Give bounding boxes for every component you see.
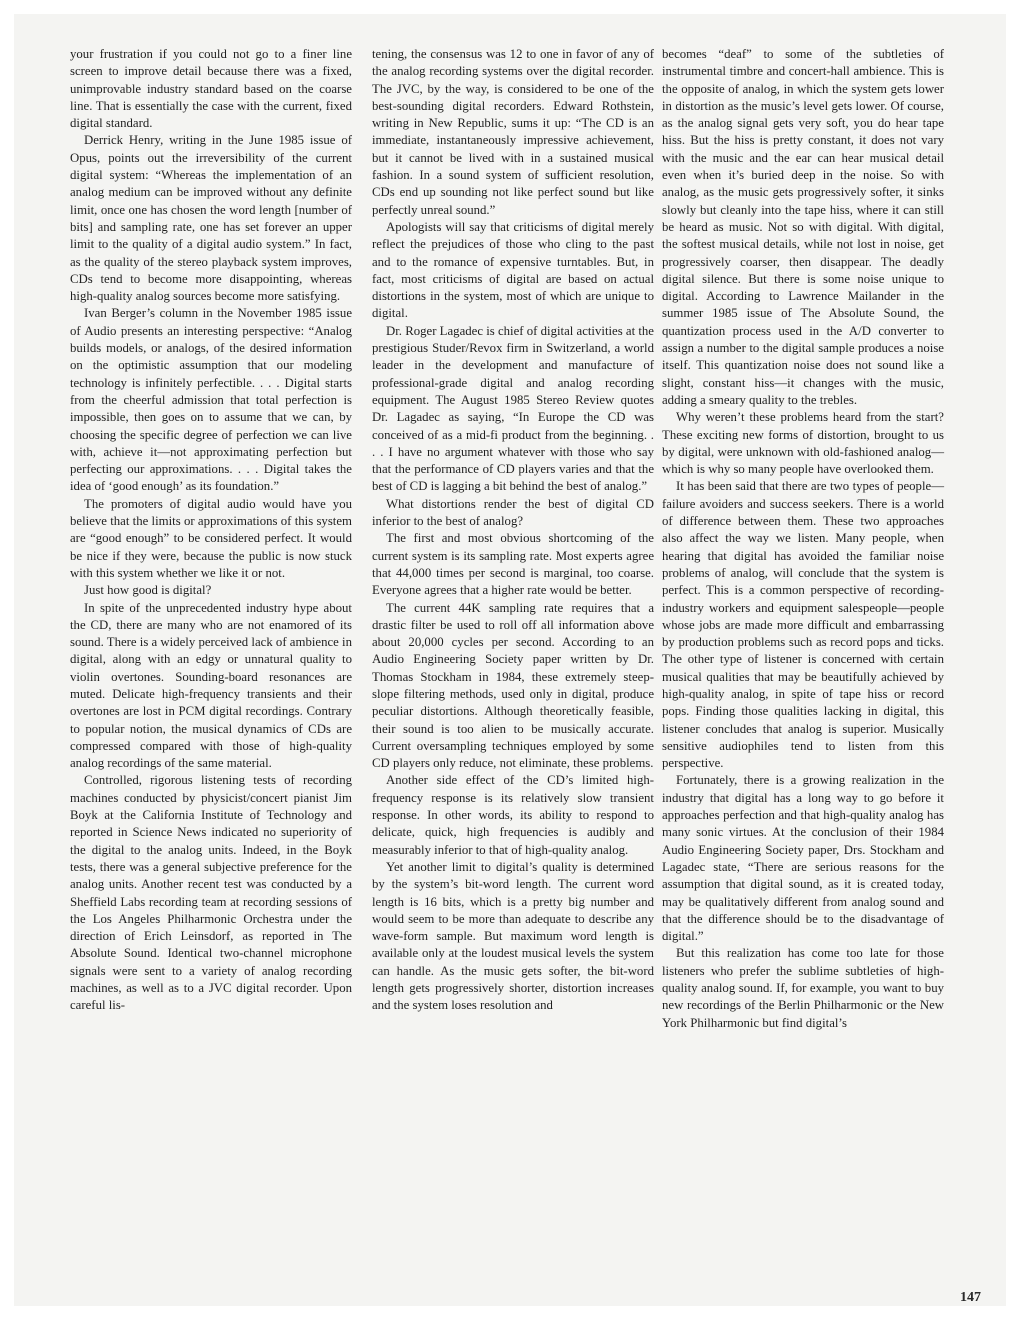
paragraph: Yet another limit to digital’s quality is determined by the system’s bit-word length. The current word length is 16 bits, which is a pretty big number and would seem to be more than adequate to describe any wave-form sample. But maximum word length is available only at the loudest musical levels the system can handle. As the music gets softer, the bit-word length gets progressively shorter, distortion increases and the system loses resolution and xyxy=(372,859,654,1013)
text-column-3 xyxy=(662,46,944,1032)
paragraph: Just how good is digital? xyxy=(84,583,212,598)
paragraph: Apologists will say that criticisms of digital merely reflect the prejudices of those who cling to the past and to the romance of expensive turntables. But, in fact, most criticisms of digital are based on actual distortions in the system, most of which are unique to digital. xyxy=(372,219,654,321)
paragraph: Dr. Roger Lagadec is chief of digital activities at the prestigious Studer/Revox firm in Switzerland, a world leader in the development and manufacture of professional-grade digital and analog recording equipment. The August 1985 Stereo Review quotes Dr. Lagadec as saying, “In Europe the CD was conceived of as a mid-fi product from the beginning. . . . I have no argument whatever with those who say that the performance of CD players varies and that the best of CD is lagging a bit behind the best of analog.” xyxy=(372,323,654,494)
paragraph: But this realization has come too late for those listeners who prefer the sublime subtleties of high-quality analog sound. If, for example, you want to buy new recordings of the Berlin Philharmonic or the New York Philharmonic but find digital’s xyxy=(662,946,944,1030)
paragraph: Controlled, rigorous listening tests of recording machines conducted by physicist/concert pianist Jim Boyk at the California Institute of Technology and reported in Science News indicated no superiority of the digital to the analog units. Indeed, in the Boyk tests, there was a general subjective preference for the analog units. Another recent test was conducted by a Sheffield Labs recording team at recording sessions of the Los Angeles Philharmonic Orchestra under the direction of Erich Leinsdorf, as reported in The Absolute Sound. Identical two-channel microphone signals were sent to a variety of analog recording machines, as well as to a JVC digital recorder. Upon careful lis- xyxy=(70,773,352,1013)
paragraph: It has been said that there are two types of people—failure avoiders and success seekers. There is a world of difference between them. These two approaches also affect the way we listen. Many people, when hearing that digital has avoided the familiar noise problems of analog, will conclude that the system is perfect. This is a common perspective of recording-industry workers and equipment salespeople—people whose jobs are made more difficult and embarrassing by production problems such as record pops and ticks. The other type of listener is concerned with certain musical qualities that may be beautifully achieved by high-quality analog, in spite of tape hiss or record pops. Finding those qualities lacking in digital, this listener concludes that analog is superior. Musically sensitive audiophiles tend to listen from this perspective. xyxy=(662,479,944,771)
paragraph: Fortunately, there is a growing realization in the industry that digital has a long way to go before it approaches perfection and that high-quality analog has many sonic virtues. At the conclusion of their 1984 Audio Engineering Society paper, Drs. Stockham and Lagadec state, “There are serious reasons for the assumption that digital sound, as it is created today, may be qualitatively different from analog sound and that the difference should be to the disadvantage of digital.” xyxy=(662,773,944,944)
paragraph: Another side effect of the CD’s limited high-frequency response is its relatively slow transient response. In other words, its ability to respond to delicate, quick, high frequencies is audibly and measurably inferior to that of high-quality analog. xyxy=(372,773,654,857)
text-column-1 xyxy=(70,46,352,1015)
magazine-page xyxy=(14,14,1006,1306)
paragraph: In spite of the unprecedented industry hype about the CD, there are many who are not enamored of its sound. There is a widely perceived lack of ambience in digital, along with an edgy or unnatural quality to violin overtones. Sounding-board resonances are muted. Delicate high-frequency transients and their overtones are lost in PCM digital recordings. Contrary to popular notion, the musical dynamics of CDs are compressed compared with those of high-quality analog recordings of the same material. xyxy=(70,600,352,771)
paragraph: The first and most obvious shortcoming of the current system is its sampling rate. Most experts agree that 44,000 times per second is marginal, too coarse. Everyone agrees that a higher rate would be better. xyxy=(372,531,654,598)
paragraph: The current 44K sampling rate requires that a drastic filter be used to roll off all information above about 20,000 cycles per second. According to an Audio Engineering Society paper written by Dr. Thomas Stockham in 1984, these extremely steep-slope filtering methods, used only in digital, produce peculiar distortions. Although theoretically feasible, their sound is too alien to be musically accurate. Current oversampling techniques employed by some CD players only reduce, not eliminate, these problems. xyxy=(372,600,654,771)
paragraph: tening, the consensus was 12 to one in favor of any of the analog recording systems over the digital recorder. The JVC, by the way, is considered to be one of the best-sounding digital recorders. Edward Rothstein, writing in New Republic, sums it up: “The CD is an immediate, instantaneously impressive achievement, but it cannot be lived with in a sustained musical fashion. In a sound system of sufficient resolution, CDs end up sounding not like perfect sound but like perfectly unreal sound.” xyxy=(372,47,654,217)
text-column-2 xyxy=(372,46,654,1015)
paragraph: What distortions render the best of digital CD inferior to the best of analog? xyxy=(372,496,654,529)
paragraph: your frustration if you could not go to a finer line screen to improve detail because there was a fixed, unimprovable industry standard based on the coarse line. That is essentially the case with the current, fixed digital standard. xyxy=(70,47,352,131)
page-number: 147 xyxy=(960,1290,981,1305)
paragraph: Derrick Henry, writing in the June 1985 issue of Opus, points out the irreversibility of the current digital system: “Whereas the implementation of an analog medium can be improved without any definite limit, once one has chosen the word length [number of bits] and sampling rate, one has set forever an upper limit to the quality of a digital audio system.” In fact, as the quality of the stereo playback system improves, CDs tend to become more disappointing, whereas high-quality analog sources become more satisfying. xyxy=(70,133,352,304)
paragraph: becomes “deaf” to some of the subtleties of instrumental timbre and concert-hall ambience. This is the opposite of analog, in which the system gets lower in distortion as the music’s level gets lower. Of course, as the analog signal gets very soft, you do hear tape hiss. But the hiss is pretty constant, it does not vary with the music and the ear can hear musical detail even when it’s buried deep in the noise. So with analog, as the music gets progressively softer, it sinks slowly but cleanly into the tape hiss, where it can still be heard as music. Not so with digital. With digital, the softest musical details, while not lost in noise, get progressively coarser, then disappear. The deadly digital silence. But there is some noise unique to digital. According to Lawrence Mailander in the summer 1985 issue of The Absolute Sound, the quantization process used in the A/D converter to assign a number to the digital sample produces a noise itself. This quantization noise does not sound like a slight, constant hiss—it changes with the music, adding a smeary quality to the trebles. xyxy=(662,47,944,407)
paragraph: Ivan Berger’s column in the November 1985 issue of Audio presents an interesting perspective: “Analog builds models, or analogs, of the desired information on the optimistic assumption that our modeling technology is infinitely perfectible. . . . Digital starts from the cheerful admission that total perfection is impossible, then goes on to assume that we can, by choosing the specific degree of perfection we can live with, achieve it—not approximating perfection but perfecting our approximations. . . . Digital takes the idea of ‘good enough’ as its foundation.” xyxy=(70,306,352,494)
paragraph: The promoters of digital audio would have you believe that the limits or approximations of this system are “good enough” to be considered perfect. It would be nice if they were, because the public is now stuck with this system whether we like it or not. xyxy=(70,496,352,580)
paragraph: Why weren’t these problems heard from the start? These exciting new forms of distortion, brought to us by digital, were unknown with old-fashioned analog—which is why so many people have overlooked them. xyxy=(662,410,944,477)
